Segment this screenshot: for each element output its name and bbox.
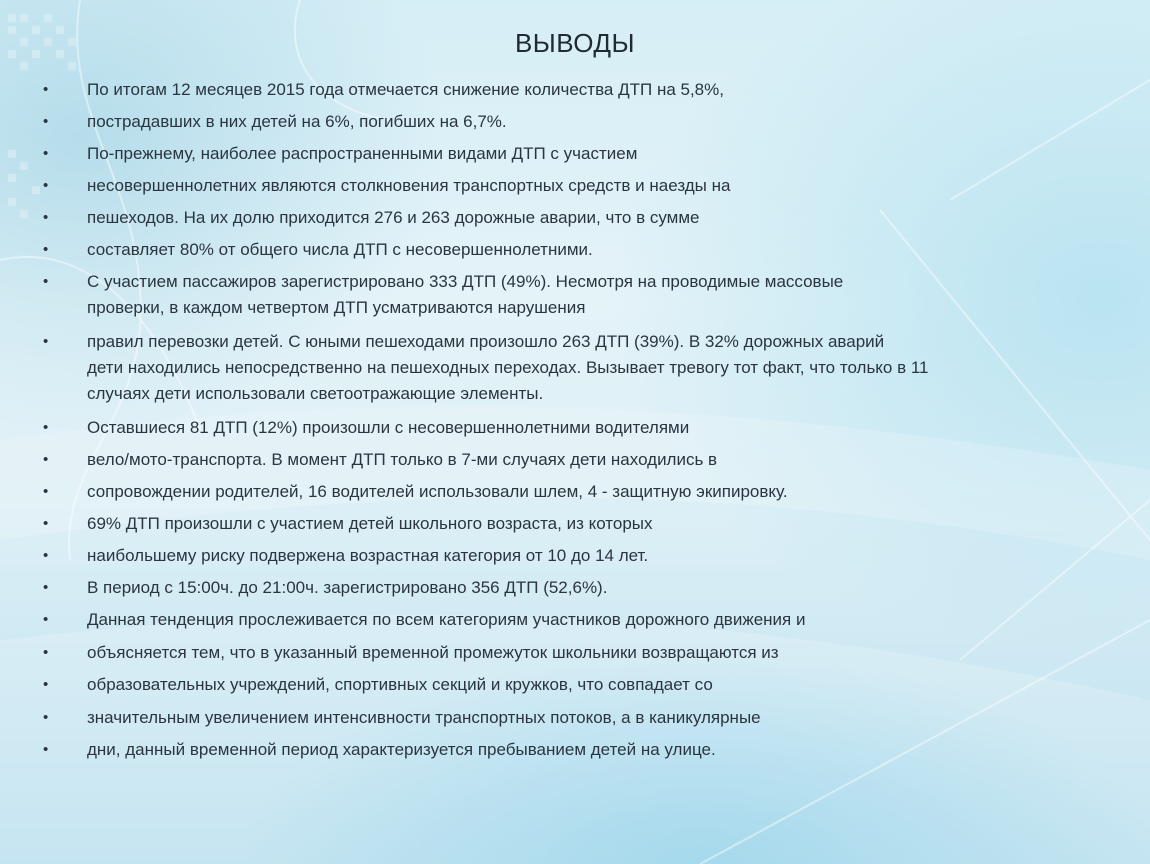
list-item-text: В период с 15:00ч. до 21:00ч. зарегистрировано 356 ДТП (52,6%). (87, 578, 608, 597)
list-item-text: пострадавших в них детей на 6%, погибших на 6,7%. (87, 112, 507, 131)
bullet-icon: • (43, 145, 49, 162)
bullet-icon: • (43, 676, 49, 693)
bullet-icon: • (43, 579, 49, 596)
list-item-text: вело/мото-транспорта. В момент ДТП только в 7-ми случаях дети находились в (87, 450, 718, 469)
list-item-text: По итогам 12 месяцев 2015 года отмечается снижение количества ДТП на 5,8%, (87, 80, 724, 99)
bullet-icon: • (43, 241, 49, 258)
bullet-icon: • (43, 483, 49, 500)
list-item-text: образовательных учреждений, спортивных секций и кружков, что совпадает со (87, 675, 713, 694)
bullet-icon: • (43, 451, 49, 468)
list-item-text: С участием пассажиров зарегистрировано 333 ДТП (49%). Несмотря на проводимые массовые проверки, в каждом четвертом ДТП усматриваются нарушения (87, 272, 844, 317)
list-item-text: правил перевозки детей. С юными пешеходами произошло 263 ДТП (39%). В 32% дорожных аварий дети находились непосредственно на пешеходных переходах. Вызывает тревогу тот факт, что только в 11 случаях дети использовали светоотражающие элементы. (87, 332, 929, 403)
bullet-icon: • (43, 709, 49, 726)
list-item-text: По-прежнему, наиболее распространенными видами ДТП с участием (87, 144, 638, 163)
list-item-text: сопровождении родителей, 16 водителей использовали шлем, 4 - защитную экипировку. (87, 482, 788, 501)
list-item-text: несовершеннолетних являются столкновения транспортных средств и наезды на (87, 176, 731, 195)
bullet-icon: • (43, 515, 49, 532)
bullet-icon: • (43, 644, 49, 661)
list-item-text: составляет 80% от общего числа ДТП с несовершеннолетними. (87, 240, 593, 259)
list-item-text: 69% ДТП произошли с участием детей школьного возраста, из которых (87, 514, 653, 533)
list-item-text: наибольшему риску подвержена возрастная категория от 10 до 14 лет. (87, 546, 649, 565)
bullet-icon: • (43, 177, 49, 194)
list-item-text: объясняется тем, что в указанный временной промежуток школьники возвращаются из (87, 643, 779, 662)
bullet-icon: • (43, 547, 49, 564)
list-item-text: Оставшиеся 81 ДТП (12%) произошли с несовершеннолетними водителями (87, 418, 690, 437)
bullet-icon: • (43, 113, 49, 130)
list-item-text: пешеходов. На их долю приходится 276 и 263 дорожные аварии, что в сумме (87, 208, 700, 227)
bullet-icon: • (43, 209, 49, 226)
list-item-text: Данная тенденция прослеживается по всем категориям участников дорожного движения и (87, 610, 806, 629)
bullet-icon: • (43, 741, 49, 758)
slide-title: ВЫВОДЫ (514, 28, 636, 58)
bullet-icon: • (43, 273, 49, 290)
bullet-icon: • (43, 333, 49, 350)
bullet-icon: • (43, 81, 49, 98)
bullet-icon: • (43, 611, 49, 628)
list-item-text: дни, данный временной период характеризуется пребыванием детей на улице. (87, 740, 716, 759)
list-item-text: значительным увеличением интенсивности транспортных потоков, а в каникулярные (87, 708, 761, 727)
bullet-icon: • (43, 419, 49, 436)
